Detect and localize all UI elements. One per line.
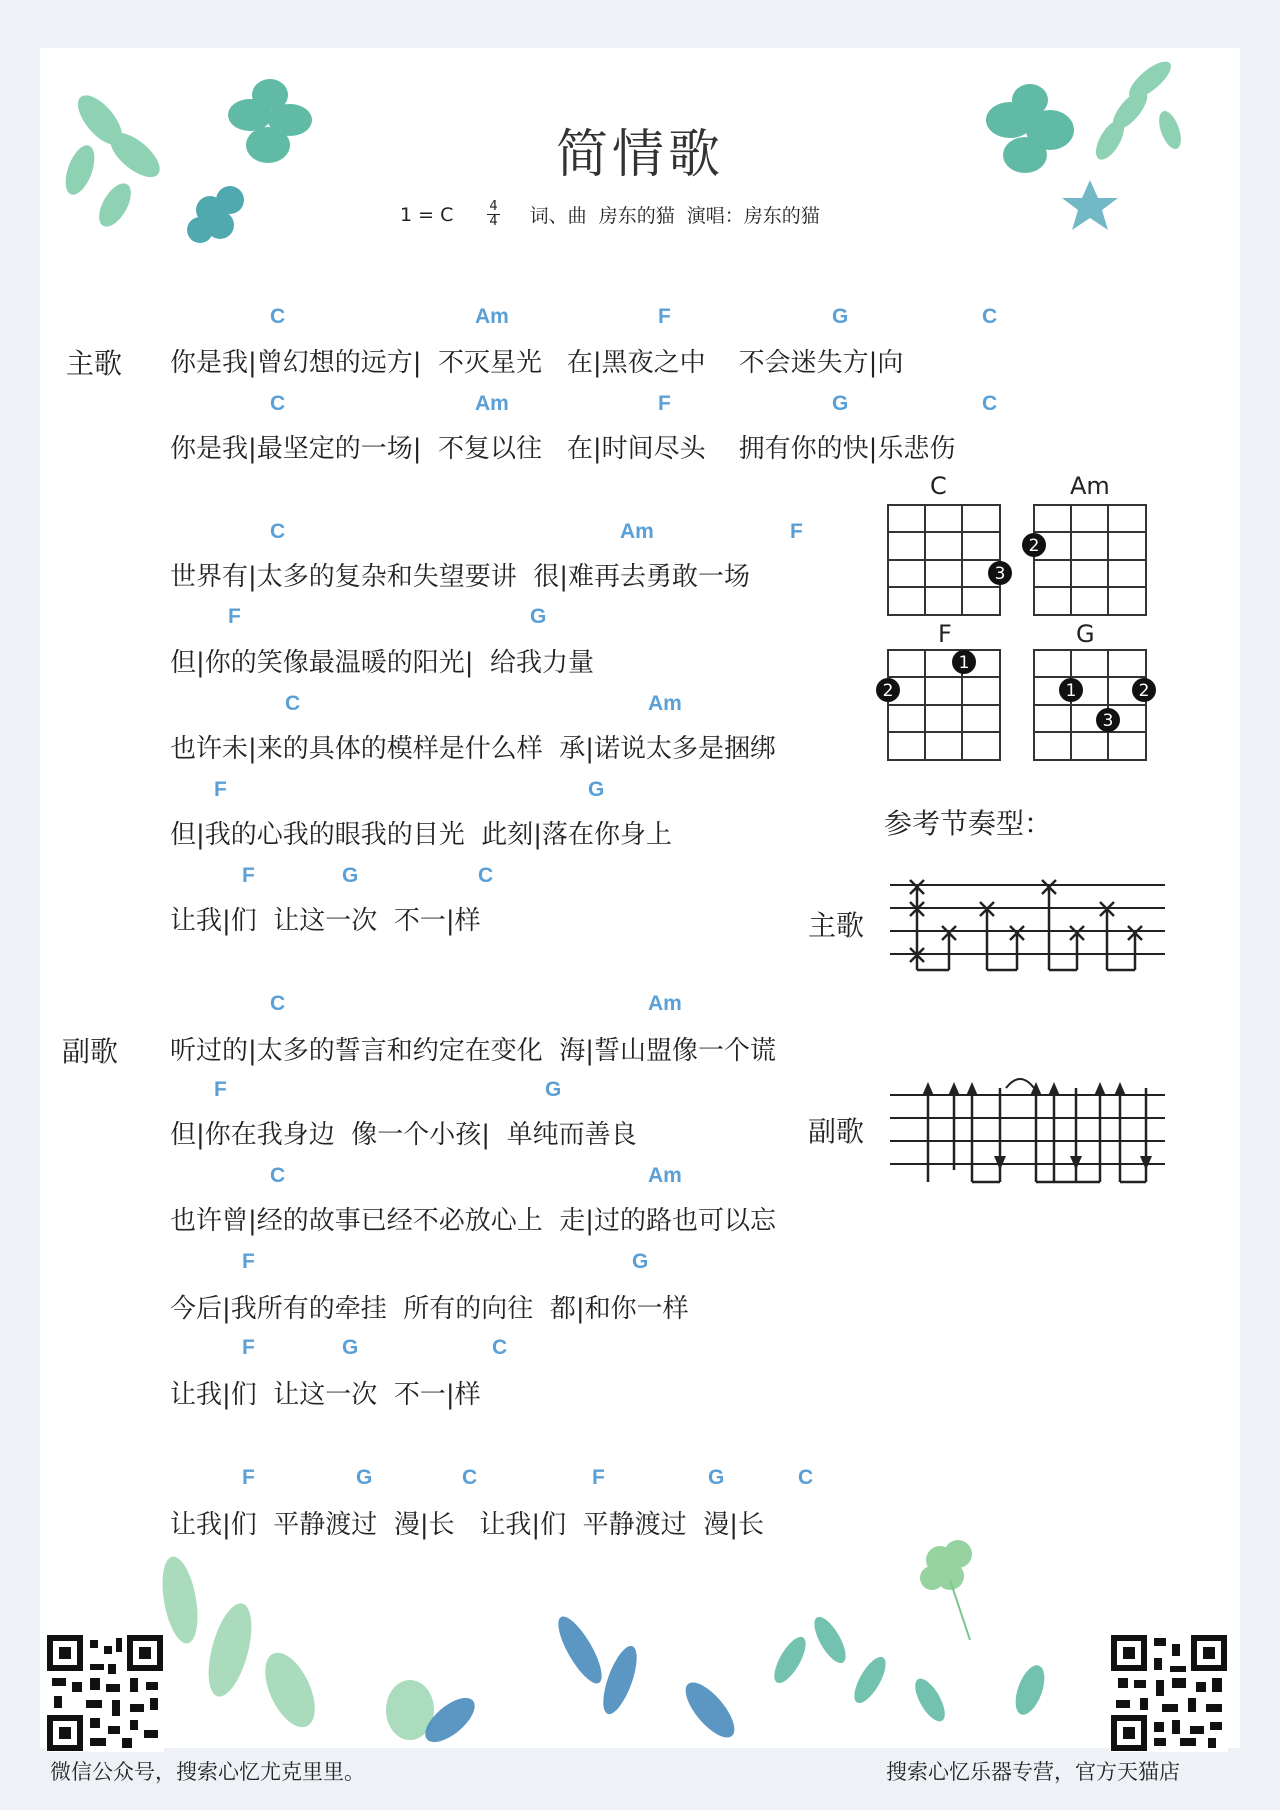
chord-label: G	[342, 1336, 359, 1359]
chord-label: F	[790, 520, 803, 543]
chord-label: C	[982, 305, 998, 328]
chord-label: C	[270, 992, 286, 1015]
finger-number: 2	[1138, 681, 1150, 701]
time-signature: $\frac{4}{4}$	[489, 199, 498, 229]
chord-chart-c	[888, 505, 1008, 625]
qr-code-right	[1110, 1634, 1228, 1752]
footer-right: 搜索心忆乐器专营，官方天猫店	[886, 1760, 1180, 1784]
chord-chart-f	[882, 650, 1008, 770]
key-signature: 1 = C	[400, 203, 454, 226]
lyric-line: 听过的|太多的誓言和约定在变化 海|誓山盟像一个谎	[170, 1036, 777, 1066]
chord-label: C	[982, 392, 998, 415]
chord-label: G	[832, 392, 849, 415]
chord-label: C	[492, 1336, 508, 1359]
chord-label: Am	[475, 305, 509, 328]
chord-label: G	[545, 1078, 562, 1101]
chorus-label: 副歌	[62, 1035, 119, 1068]
chord-label: G	[632, 1250, 649, 1273]
finger-number: 3	[1102, 711, 1114, 731]
chord-label: F	[592, 1466, 605, 1489]
lyric-line: 但|我的心我的眼我的目光 此刻|落在你身上	[170, 820, 673, 850]
lyric-line: 你是我|最坚定的一场| 不复以往 在|时间尽头 拥有你的快|乐悲伤	[170, 434, 956, 464]
chord-chart-name: C	[930, 472, 947, 500]
chord-label: Am	[648, 692, 682, 715]
chord-label: F	[242, 1466, 255, 1489]
chord-label: F	[658, 392, 671, 415]
chord-label: F	[228, 605, 241, 628]
chord-label: C	[285, 692, 301, 715]
chord-label: G	[588, 778, 605, 801]
lyric-line: 让我|们 让这一次 不一|样	[170, 906, 481, 936]
verse-label: 主歌	[66, 347, 123, 380]
chord-chart-name: G	[1076, 620, 1095, 648]
lyric-line: 也许曾|经的故事已经不必放心上 走|过的路也可以忘	[170, 1206, 777, 1236]
chord-label: F	[242, 1250, 255, 1273]
chord-label: G	[530, 605, 547, 628]
chord-label: Am	[648, 1164, 682, 1187]
rhythm-verse-label: 主歌	[808, 909, 865, 942]
lyric-line: 让我|们 平静渡过 漫|长 让我|们 平静渡过 漫|长	[170, 1510, 764, 1540]
chord-label: G	[708, 1466, 725, 1489]
chord-label: F	[214, 778, 227, 801]
lyric-line: 但|你在我身边 像一个小孩| 单纯而善良	[170, 1120, 637, 1150]
chord-label: C	[478, 864, 494, 887]
rhythm-chorus-staff	[890, 1070, 1170, 1190]
chord-chart-name: F	[938, 620, 952, 648]
finger-number: 2	[882, 681, 894, 701]
chord-chart-name: Am	[1070, 472, 1110, 500]
finger-number: 2	[1028, 536, 1040, 556]
chord-label: G	[832, 305, 849, 328]
chord-label: Am	[648, 992, 682, 1015]
finger-number: 1	[958, 653, 970, 673]
chord-chart-am	[1028, 505, 1154, 625]
lyric-line: 你是我|曾幻想的远方| 不灭星光 在|黑夜之中 不会迷失方|向	[170, 348, 904, 378]
chord-label: G	[342, 864, 359, 887]
lyric-line: 世界有|太多的复杂和失望要讲 很|难再去勇敢一场	[170, 562, 751, 592]
leaf-decoration-bottom	[150, 1540, 1150, 1750]
qr-code-left	[46, 1634, 164, 1752]
lyric-line: 今后|我所有的牵挂 所有的向往 都|和你一样	[170, 1294, 689, 1324]
song-title: 简情歌	[555, 125, 724, 185]
chord-label: Am	[475, 392, 509, 415]
lyric-line: 但|你的笑像最温暖的阳光| 给我力量	[170, 648, 595, 678]
chord-label: F	[658, 305, 671, 328]
chord-label: F	[214, 1078, 227, 1101]
credits: 词、曲 房东的猫 演唱：房东的猫	[529, 205, 820, 227]
finger-number: 3	[994, 564, 1006, 584]
chord-label: C	[462, 1466, 478, 1489]
footer-left: 微信公众号，搜索心忆尤克里里。	[50, 1760, 365, 1784]
chord-chart-g	[1034, 650, 1154, 770]
chord-label: C	[270, 520, 286, 543]
chord-label: C	[270, 392, 286, 415]
chord-label: C	[270, 305, 286, 328]
chord-label: G	[356, 1466, 373, 1489]
chord-label: C	[270, 1164, 286, 1187]
finger-number: 1	[1065, 681, 1077, 701]
rhythm-verse-staff	[890, 870, 1170, 980]
lyric-line: 让我|们 让这一次 不一|样	[170, 1380, 481, 1410]
chord-label: C	[798, 1466, 814, 1489]
chord-label: F	[242, 1336, 255, 1359]
rhythm-chorus-label: 副歌	[808, 1115, 865, 1148]
song-meta	[400, 200, 820, 229]
chord-label: Am	[620, 520, 654, 543]
rhythm-title: 参考节奏型：	[884, 807, 1053, 840]
chord-label: F	[242, 864, 255, 887]
lyric-line: 也许未|来的具体的模样是什么样 承|诺说太多是捆绑	[170, 734, 777, 764]
